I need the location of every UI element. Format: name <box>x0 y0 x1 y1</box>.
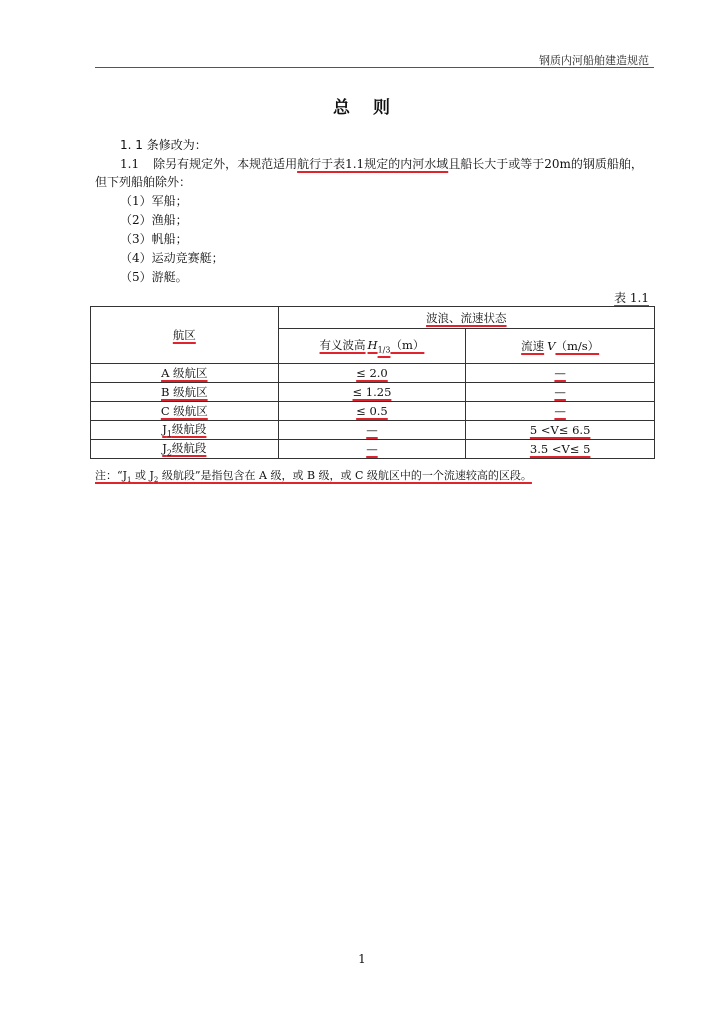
table-row <box>91 383 655 402</box>
cell-wave: — <box>278 421 466 440</box>
table-note: 注：“$J_1$ 或 $J_2$ 级航段”是指包含在 A 级，或 B 级，或 C 级航区中的一个流速较高的区段。 <box>95 469 532 485</box>
cell-speed: 3.5 <V≤ 5 <box>466 440 655 459</box>
header-wave-height: 有义波高 $H_{1/3}(m)$ <box>278 329 466 364</box>
cell-speed: — <box>466 402 655 421</box>
exclusion-item-1: （1）军船； <box>120 194 188 208</box>
clause-text-pre: 除另有规定外，本规范适用 <box>153 157 298 171</box>
header-rule <box>95 67 654 68</box>
header-flow-speed: 流速 V（m/s） <box>466 329 655 364</box>
cell-speed: — <box>466 364 655 383</box>
table-caption: 表 1.1 <box>614 291 649 305</box>
cell-wave: ≤ 1.25 <box>278 383 466 402</box>
exclusion-item-4: （4）运动竞赛艇； <box>120 251 224 265</box>
navigation-area-table <box>90 306 655 459</box>
clause-text-post: 且船长大于或等于20m的钢质船舶， <box>448 157 643 171</box>
amendment-line: 1. 1 条修改为： <box>120 138 207 152</box>
clause-number: 1.1 <box>120 157 140 171</box>
header-area: 航区 <box>91 307 279 364</box>
table-row <box>91 440 655 459</box>
running-header: 钢质内河船舶建造规范 <box>539 54 649 67</box>
cell-area: C 级航区 <box>91 402 279 421</box>
exclusion-item-5: （5）游艇。 <box>120 270 188 284</box>
table-row <box>91 364 655 383</box>
clause-continuation: 但下列船舶除外： <box>95 175 192 189</box>
table-row <box>91 421 655 440</box>
cell-area: B 级航区 <box>91 383 279 402</box>
exclusion-item-2: （2）渔船； <box>120 213 188 227</box>
table-row <box>91 402 655 421</box>
clause-1-1 <box>120 156 643 172</box>
cell-speed: — <box>466 383 655 402</box>
cell-wave: — <box>278 440 466 459</box>
clause-text-underlined: 航行于表1.1规定的内河水域 <box>297 157 449 171</box>
cell-area: $J_2$级航段 <box>91 440 279 459</box>
title-char-1: 总 <box>333 98 351 118</box>
cell-wave: ≤ 2.0 <box>278 364 466 383</box>
cell-speed: 5 <V≤ 6.5 <box>466 421 655 440</box>
section-title <box>0 93 724 118</box>
cell-wave: ≤ 0.5 <box>278 402 466 421</box>
exclusion-item-3: （3）帆船； <box>120 232 188 246</box>
cell-area: A 级航区 <box>91 364 279 383</box>
cell-area: $J_1$级航段 <box>91 421 279 440</box>
page-number: 1 <box>358 952 366 966</box>
title-char-2: 则 <box>373 98 391 118</box>
header-wave-speed-group: 波浪、流速状态 <box>278 307 654 329</box>
